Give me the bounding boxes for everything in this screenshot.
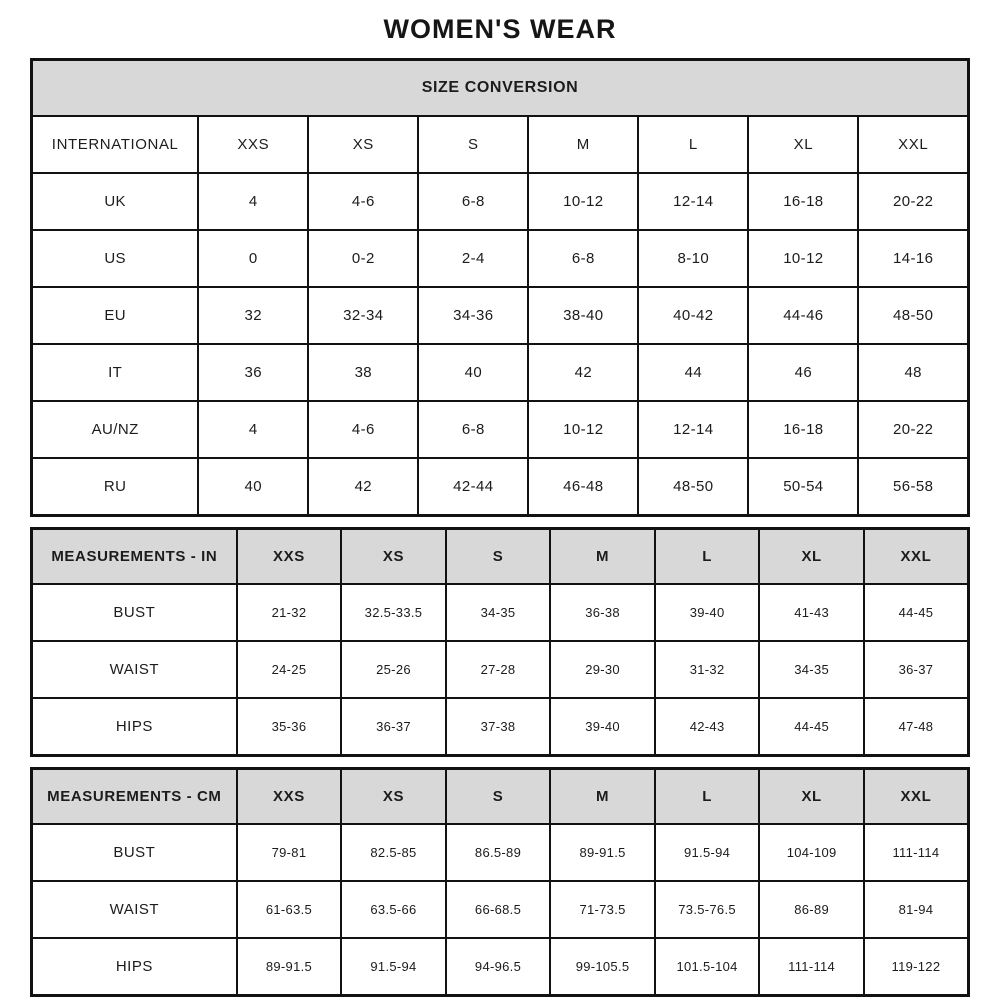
value-cell: 14-16: [858, 230, 968, 287]
value-cell: 91.5-94: [655, 824, 760, 881]
row-label: BUST: [32, 584, 237, 641]
value-cell: 2-4: [418, 230, 528, 287]
value-cell: 56-58: [858, 458, 968, 516]
value-cell: 104-109: [759, 824, 864, 881]
value-cell: 99-105.5: [550, 938, 655, 996]
row-label: HIPS: [32, 698, 237, 756]
value-cell: 36-37: [864, 641, 969, 698]
value-cell: 40: [198, 458, 308, 516]
size-column-header: XXL: [864, 769, 969, 825]
measurements-in-body: [32, 584, 969, 756]
value-cell: 42-44: [418, 458, 528, 516]
value-cell: 29-30: [550, 641, 655, 698]
size-column-header: XL: [759, 769, 864, 825]
table-row: [32, 824, 969, 881]
value-cell: 119-122: [864, 938, 969, 996]
table-gap: [30, 757, 970, 767]
size-conversion-body: [32, 173, 969, 516]
table-row: [32, 230, 969, 287]
value-cell: 34-36: [418, 287, 528, 344]
value-cell: 71-73.5: [550, 881, 655, 938]
value-cell: 12-14: [638, 173, 748, 230]
value-cell: 20-22: [858, 173, 968, 230]
value-cell: 44-45: [864, 584, 969, 641]
value-cell: 42: [528, 344, 638, 401]
size-column-header: L: [655, 769, 760, 825]
value-cell: 27-28: [446, 641, 551, 698]
row-label: WAIST: [32, 881, 237, 938]
value-cell: 42-43: [655, 698, 760, 756]
value-cell: 73.5-76.5: [655, 881, 760, 938]
value-cell: 24-25: [237, 641, 342, 698]
value-cell: 63.5-66: [341, 881, 446, 938]
value-cell: 50-54: [748, 458, 858, 516]
value-cell: 0-2: [308, 230, 418, 287]
size-column-header: XL: [759, 529, 864, 585]
table-row: [32, 344, 969, 401]
size-column-header: S: [418, 116, 528, 173]
value-cell: 66-68.5: [446, 881, 551, 938]
value-cell: 21-32: [237, 584, 342, 641]
value-cell: 47-48: [864, 698, 969, 756]
value-cell: 39-40: [655, 584, 760, 641]
row-label: BUST: [32, 824, 237, 881]
value-cell: 36: [198, 344, 308, 401]
value-cell: 36-38: [550, 584, 655, 641]
table-row: [32, 641, 969, 698]
value-cell: 101.5-104: [655, 938, 760, 996]
size-column-header: S: [446, 529, 551, 585]
measurements-cm-table: [30, 767, 970, 997]
row-label: UK: [32, 173, 199, 230]
value-cell: 46-48: [528, 458, 638, 516]
value-cell: 44: [638, 344, 748, 401]
size-conversion-table: [30, 58, 970, 517]
value-cell: 41-43: [759, 584, 864, 641]
value-cell: 82.5-85: [341, 824, 446, 881]
table-row: [32, 458, 969, 516]
size-column-header: XS: [341, 529, 446, 585]
value-cell: 4: [198, 173, 308, 230]
value-cell: 10-12: [748, 230, 858, 287]
value-cell: 42: [308, 458, 418, 516]
page-title: WOMEN'S WEAR: [383, 14, 617, 44]
measurements-in-table: [30, 527, 970, 757]
value-cell: 61-63.5: [237, 881, 342, 938]
value-cell: 86.5-89: [446, 824, 551, 881]
value-cell: 8-10: [638, 230, 748, 287]
value-cell: 39-40: [550, 698, 655, 756]
size-header-row: [32, 116, 969, 173]
measurements-cm-header-row: [32, 769, 969, 825]
row-label: HIPS: [32, 938, 237, 996]
table-row: [32, 881, 969, 938]
value-cell: 94-96.5: [446, 938, 551, 996]
row-label: IT: [32, 344, 199, 401]
table-title: SIZE CONVERSION: [32, 60, 969, 117]
value-cell: 10-12: [528, 173, 638, 230]
value-cell: 16-18: [748, 401, 858, 458]
value-cell: 38-40: [528, 287, 638, 344]
table-row: [32, 287, 969, 344]
value-cell: 31-32: [655, 641, 760, 698]
value-cell: 4: [198, 401, 308, 458]
value-cell: 40: [418, 344, 528, 401]
value-cell: 44-46: [748, 287, 858, 344]
value-cell: 10-12: [528, 401, 638, 458]
size-column-header: L: [655, 529, 760, 585]
size-column-header: M: [528, 116, 638, 173]
row-label: WAIST: [32, 641, 237, 698]
value-cell: 37-38: [446, 698, 551, 756]
value-cell: 25-26: [341, 641, 446, 698]
value-cell: 6-8: [528, 230, 638, 287]
value-cell: 20-22: [858, 401, 968, 458]
size-column-header: XXL: [864, 529, 969, 585]
value-cell: 91.5-94: [341, 938, 446, 996]
row-label: AU/NZ: [32, 401, 199, 458]
size-column-header: XXS: [198, 116, 308, 173]
value-cell: 40-42: [638, 287, 748, 344]
size-column-header: XS: [341, 769, 446, 825]
table-title-row: [32, 60, 969, 117]
value-cell: 111-114: [759, 938, 864, 996]
size-column-header: XXS: [237, 529, 342, 585]
value-cell: 38: [308, 344, 418, 401]
size-column-header: M: [550, 529, 655, 585]
value-cell: 6-8: [418, 173, 528, 230]
value-cell: 36-37: [341, 698, 446, 756]
value-cell: 34-35: [759, 641, 864, 698]
value-cell: 86-89: [759, 881, 864, 938]
size-column-header: XS: [308, 116, 418, 173]
value-cell: 111-114: [864, 824, 969, 881]
value-cell: 48: [858, 344, 968, 401]
row-label: RU: [32, 458, 199, 516]
value-cell: 6-8: [418, 401, 528, 458]
value-cell: 32-34: [308, 287, 418, 344]
table-gap: [30, 517, 970, 527]
header-label: MEASUREMENTS - CM: [32, 769, 237, 825]
row-label: EU: [32, 287, 199, 344]
value-cell: 34-35: [446, 584, 551, 641]
size-column-header: L: [638, 116, 748, 173]
value-cell: 89-91.5: [550, 824, 655, 881]
value-cell: 48-50: [638, 458, 748, 516]
size-column-header: XL: [748, 116, 858, 173]
value-cell: 4-6: [308, 401, 418, 458]
value-cell: 48-50: [858, 287, 968, 344]
value-cell: 46: [748, 344, 858, 401]
value-cell: 32.5-33.5: [341, 584, 446, 641]
table-row: [32, 173, 969, 230]
table-row: [32, 938, 969, 996]
size-column-header: M: [550, 769, 655, 825]
value-cell: 4-6: [308, 173, 418, 230]
row-label: US: [32, 230, 199, 287]
header-label: MEASUREMENTS - IN: [32, 529, 237, 585]
size-column-header: XXL: [858, 116, 968, 173]
size-column-header: S: [446, 769, 551, 825]
header-label: INTERNATIONAL: [32, 116, 199, 173]
value-cell: 89-91.5: [237, 938, 342, 996]
value-cell: 44-45: [759, 698, 864, 756]
value-cell: 32: [198, 287, 308, 344]
value-cell: 12-14: [638, 401, 748, 458]
value-cell: 79-81: [237, 824, 342, 881]
value-cell: 81-94: [864, 881, 969, 938]
table-row: [32, 401, 969, 458]
measurements-cm-body: [32, 824, 969, 996]
value-cell: 0: [198, 230, 308, 287]
value-cell: 16-18: [748, 173, 858, 230]
size-column-header: XXS: [237, 769, 342, 825]
value-cell: 35-36: [237, 698, 342, 756]
table-row: [32, 584, 969, 641]
measurements-in-header-row: [32, 529, 969, 585]
table-row: [32, 698, 969, 756]
